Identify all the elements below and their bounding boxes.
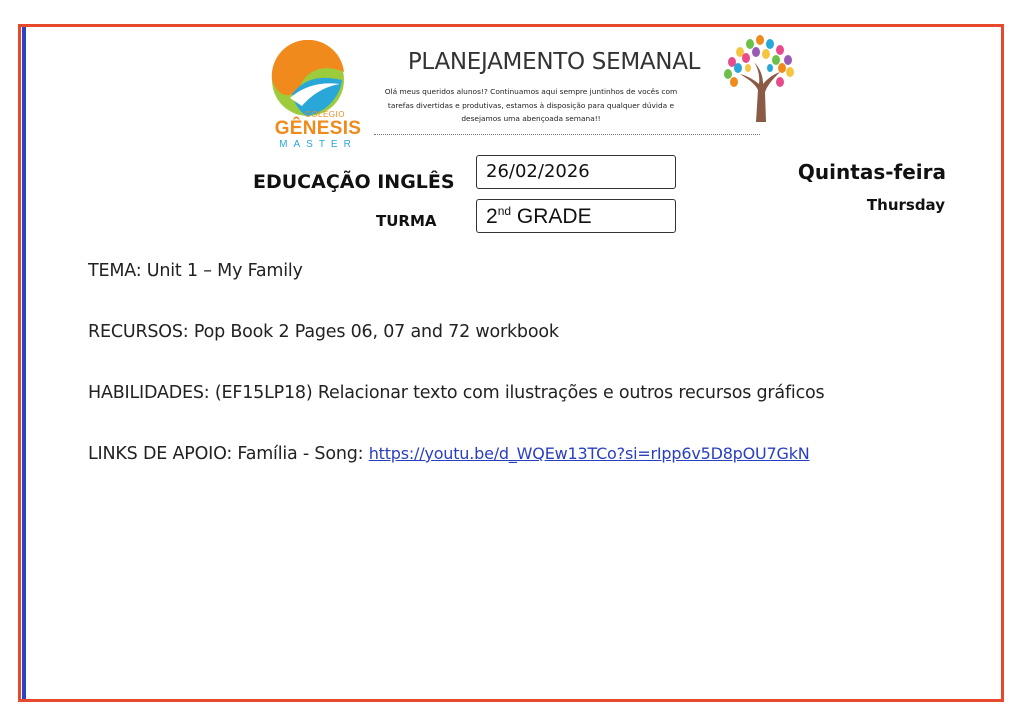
weekday-english-label: Thursday (866, 196, 945, 214)
song-link[interactable]: https://youtu.be/d_WQEw13TCo?si=rIpp6v5D8pOU7GkN (368, 444, 810, 463)
habilidades-line: HABILIDADES: (EF15LP18) Relacionar texto com ilustrações e outros recursos gráficos (88, 383, 825, 403)
logo-name-text: GÊNESIS (274, 118, 362, 139)
page-frame (18, 24, 1004, 702)
logo-tagline-text: MASTER (279, 139, 357, 150)
recursos-line: RECURSOS: Pop Book 2 Pages 06, 07 and 72 workbook (88, 322, 559, 342)
welcome-message: Olá meus queridos alunos!? Continuamos aqui sempre juntinhos de vocês com tarefas divertidas e produtivas, estamos à disposição para qualquer dúvida e desejamos uma abençoada semana!! (384, 87, 678, 123)
grade-field (476, 199, 676, 233)
grade-word: GRADE (516, 205, 592, 228)
grade-number: 2 (486, 205, 498, 228)
subject-title: EDUCAÇÃO INGLÊS (253, 171, 455, 193)
page-title: PLANEJAMENTO SEMANAL (407, 49, 701, 75)
left-accent-bar (22, 27, 26, 699)
date-value: 26/02/2026 (486, 161, 590, 182)
links-line (88, 444, 810, 464)
links-label: LINKS DE APOIO: Família - Song: (88, 444, 369, 464)
logo-colegio-text: COLÉGIO (305, 110, 345, 119)
divider (374, 134, 760, 135)
tema-line: TEMA: Unit 1 – My Family (88, 261, 303, 281)
colorful-tree-icon (720, 32, 798, 124)
date-field (476, 155, 676, 189)
grade-suffix: nd (497, 204, 512, 218)
turma-label: TURMA (376, 212, 437, 230)
weekday-label: Quintas-feira (797, 160, 946, 184)
